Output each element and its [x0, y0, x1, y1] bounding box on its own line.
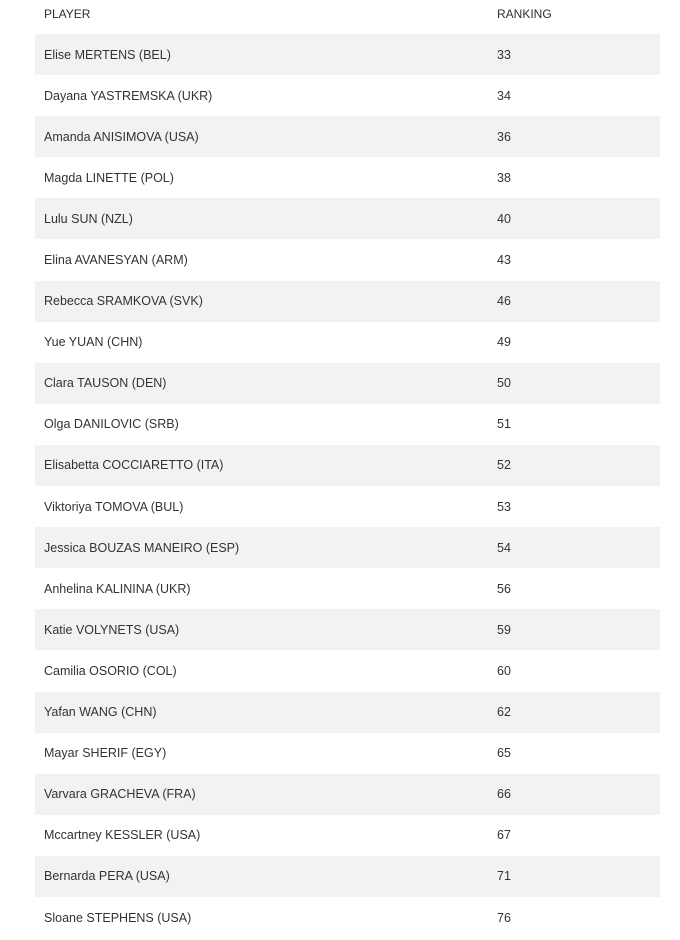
ranking-cell: 43 [497, 253, 511, 268]
player-column-header: PLAYER [44, 7, 91, 21]
ranking-cell: 71 [497, 869, 511, 884]
table-body [35, 34, 660, 938]
table-row [35, 774, 660, 815]
ranking-cell: 67 [497, 828, 511, 843]
ranking-cell: 65 [497, 746, 511, 761]
ranking-cell: 76 [497, 910, 511, 925]
ranking-cell: 38 [497, 170, 511, 185]
table-row [35, 568, 660, 609]
player-name-cell: Clara TAUSON (DEN) [44, 376, 167, 391]
table-row [35, 897, 660, 938]
ranking-cell: 50 [497, 376, 511, 391]
table-row [35, 404, 660, 445]
player-name-cell: Amanda ANISIMOVA (USA) [44, 129, 199, 144]
table-row [35, 692, 660, 733]
table-row [35, 733, 660, 774]
table-row [35, 363, 660, 404]
table-row [35, 198, 660, 239]
player-name-cell: Elina AVANESYAN (ARM) [44, 253, 188, 268]
player-name-cell: Elise MERTENS (BEL) [44, 47, 171, 62]
ranking-cell: 62 [497, 705, 511, 720]
table-header [35, 0, 660, 34]
table-row [35, 486, 660, 527]
player-name-cell: Olga DANILOVIC (SRB) [44, 417, 179, 432]
ranking-cell: 40 [497, 211, 511, 226]
player-name-cell: Mccartney KESSLER (USA) [44, 828, 201, 843]
ranking-cell: 36 [497, 129, 511, 144]
player-name-cell: Camilia OSORIO (COL) [44, 663, 177, 678]
player-name-cell: Jessica BOUZAS MANEIRO (ESP) [44, 540, 240, 555]
ranking-cell: 60 [497, 663, 511, 678]
table-row [35, 815, 660, 856]
table-row [35, 157, 660, 198]
player-name-cell: Anhelina KALININA (UKR) [44, 581, 191, 596]
table-row [35, 281, 660, 322]
table-row [35, 609, 660, 650]
player-name-cell: Yue YUAN (CHN) [44, 335, 143, 350]
ranking-cell: 59 [497, 622, 511, 637]
table-row [35, 322, 660, 363]
ranking-cell: 53 [497, 499, 511, 514]
player-name-cell: Katie VOLYNETS (USA) [44, 622, 180, 637]
player-name-cell: Rebecca SRAMKOVA (SVK) [44, 294, 203, 309]
player-name-cell: Magda LINETTE (POL) [44, 170, 174, 185]
ranking-cell: 51 [497, 417, 511, 432]
player-name-cell: Yafan WANG (CHN) [44, 705, 157, 720]
table-row [35, 75, 660, 116]
player-name-cell: Dayana YASTREMSKA (UKR) [44, 88, 213, 103]
player-name-cell: Viktoriya TOMOVA (BUL) [44, 499, 184, 514]
ranking-cell: 56 [497, 581, 511, 596]
table-row [35, 856, 660, 897]
player-name-cell: Bernarda PERA (USA) [44, 869, 170, 884]
ranking-cell: 66 [497, 787, 511, 802]
player-name-cell: Lulu SUN (NZL) [44, 211, 133, 226]
table-row [35, 445, 660, 486]
ranking-cell: 33 [497, 47, 511, 62]
ranking-cell: 46 [497, 294, 511, 309]
ranking-cell: 52 [497, 458, 511, 473]
ranking-column-header: RANKING [497, 7, 552, 21]
table-row [35, 650, 660, 691]
table-row [35, 239, 660, 280]
player-name-cell: Mayar SHERIF (EGY) [44, 746, 167, 761]
player-name-cell: Sloane STEPHENS (USA) [44, 910, 192, 925]
table-row [35, 527, 660, 568]
player-name-cell: Elisabetta COCCIARETTO (ITA) [44, 458, 224, 473]
ranking-cell: 54 [497, 540, 511, 555]
ranking-cell: 34 [497, 88, 511, 103]
table-row [35, 116, 660, 157]
ranking-cell: 49 [497, 335, 511, 350]
player-name-cell: Varvara GRACHEVA (FRA) [44, 787, 196, 802]
table-row [35, 34, 660, 75]
rankings-table [35, 0, 660, 938]
